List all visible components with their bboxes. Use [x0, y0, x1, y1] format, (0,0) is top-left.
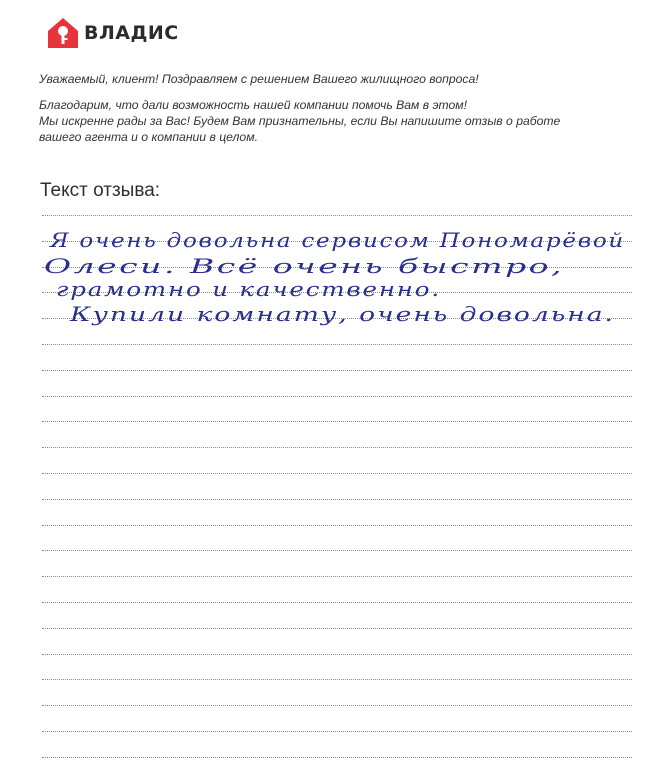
handwritten-line-1: Я очень довольна сервисом Пономарёвой	[48, 228, 626, 252]
ruled-line	[42, 447, 632, 448]
ruled-line	[42, 525, 632, 526]
house-key-icon	[46, 16, 80, 50]
ruled-line	[42, 344, 632, 345]
ruled-line	[42, 215, 632, 216]
ruled-line	[42, 757, 632, 758]
ruled-line	[42, 370, 632, 371]
brand-name: ВЛАДИС	[84, 22, 179, 44]
ruled-line	[42, 473, 632, 474]
handwritten-line-4: Купили комнату, очень довольна.	[68, 302, 615, 326]
ruled-line	[42, 550, 632, 551]
ruled-line	[42, 241, 632, 242]
ruled-line	[42, 628, 632, 629]
ruled-line	[42, 267, 632, 268]
thanks-line: Благодарим, что дали возможность нашей компании помочь Вам в этом!	[39, 98, 468, 112]
request-line: Мы искренне рады за Вас! Будем Вам признательны, если Вы напишите отзыв о работе	[39, 114, 561, 128]
greeting-line: Уважаемый, клиент! Поздравляем с решением Вашего жилищного вопроса!	[39, 72, 479, 86]
review-heading: Текст отзыва:	[40, 180, 161, 201]
ruled-line	[42, 421, 632, 422]
ruled-lines	[42, 190, 632, 768]
ruled-line	[42, 318, 632, 319]
handwritten-line-3: грамотно и качественно.	[56, 277, 441, 301]
ruled-line	[42, 731, 632, 732]
handwritten-line-2: Олеси. Всё очень быстро,	[44, 254, 564, 278]
ruled-line	[42, 602, 632, 603]
brand-logo	[46, 16, 179, 50]
ruled-line	[42, 396, 632, 397]
ruled-line	[42, 292, 632, 293]
ruled-line	[42, 679, 632, 680]
ruled-line	[42, 576, 632, 577]
ruled-line	[42, 499, 632, 500]
request-line-end: вашего агента и о компании в целом.	[39, 130, 258, 144]
intro-text	[39, 71, 619, 145]
ruled-line	[42, 654, 632, 655]
ruled-line	[42, 705, 632, 706]
